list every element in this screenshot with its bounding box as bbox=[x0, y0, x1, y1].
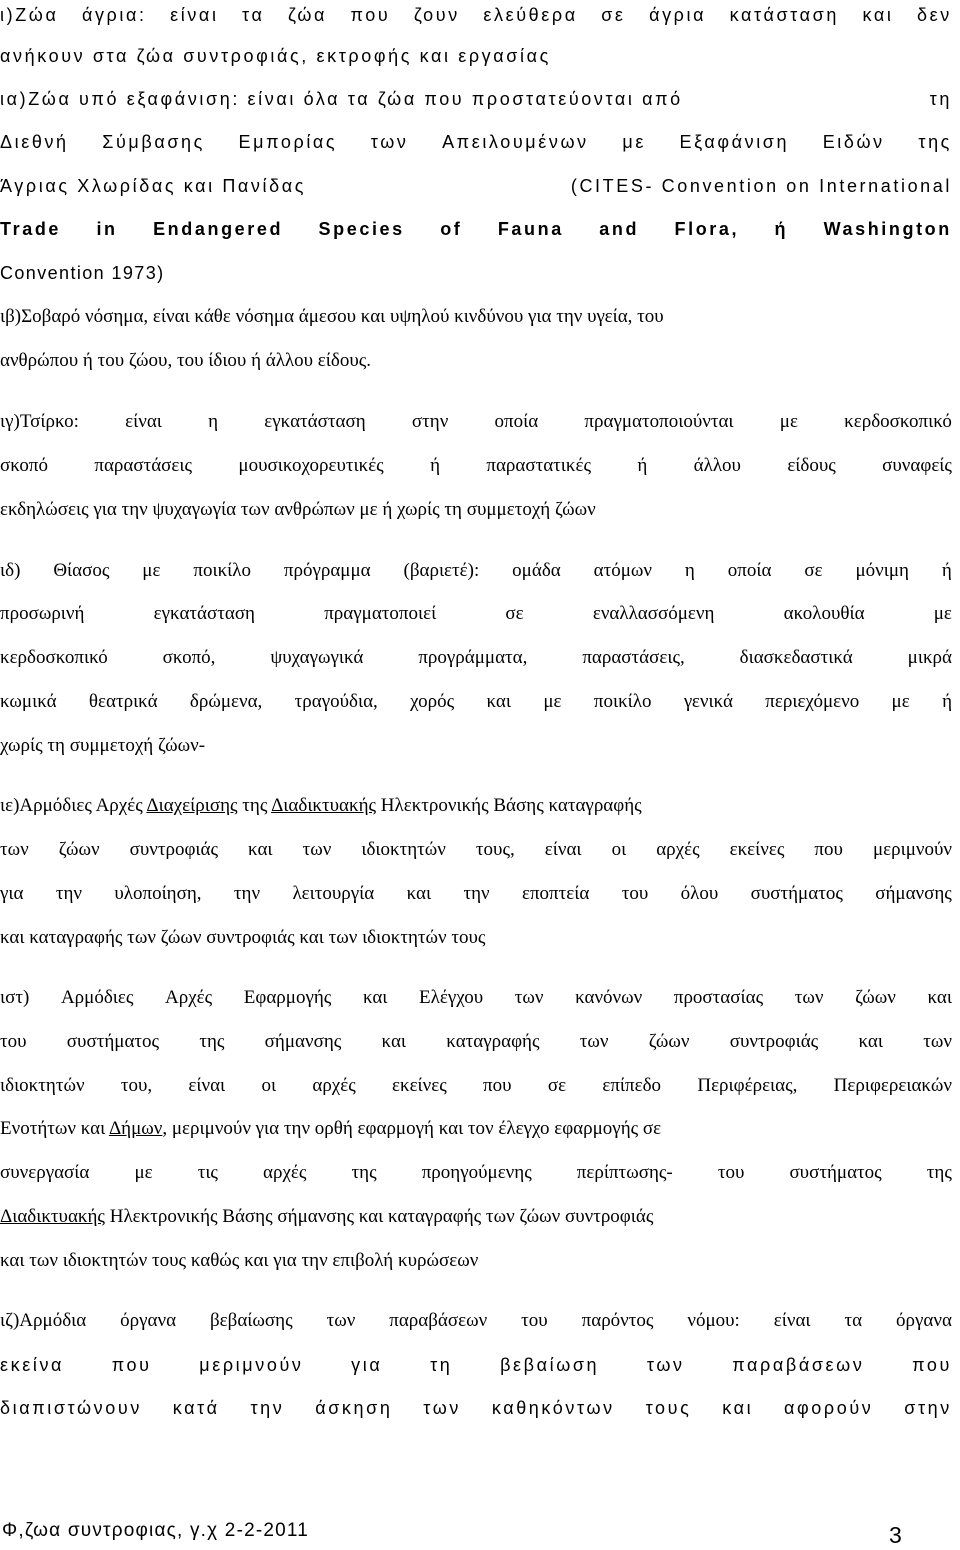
para-ist-line-3 bbox=[0, 1075, 952, 1097]
word: Θίασος bbox=[53, 560, 110, 581]
word: and bbox=[599, 219, 640, 239]
word: εκείνες bbox=[729, 839, 785, 860]
para-ie-line-4: και καταγραφής των ζώων συντροφιάς και των ιδιοκτητών τους bbox=[0, 927, 486, 948]
word: κανόνων bbox=[575, 987, 643, 1008]
word: βεβαίωση bbox=[500, 1355, 600, 1375]
word: μεριμνούν bbox=[872, 839, 952, 860]
word: τους bbox=[645, 1398, 692, 1418]
word: με bbox=[891, 691, 910, 712]
word: κερδοσκοπικό bbox=[0, 647, 108, 668]
word: και bbox=[248, 839, 273, 860]
word: και bbox=[927, 987, 952, 1008]
word: πραγματοποιούνται bbox=[584, 411, 734, 432]
word: προηγούμενης bbox=[421, 1162, 532, 1183]
word: που bbox=[814, 839, 843, 860]
para-ig-line-2 bbox=[0, 455, 952, 477]
word: με bbox=[933, 603, 952, 624]
para-id-line-2 bbox=[0, 603, 952, 625]
word: είναι bbox=[125, 411, 162, 432]
word: ψυχαγωγικά bbox=[270, 647, 364, 668]
para-ie-underlined-management: Διαχείρισης bbox=[146, 795, 238, 816]
word: αρχές bbox=[656, 839, 700, 860]
word: αρχές bbox=[312, 1075, 356, 1096]
para-ia-line-1 bbox=[0, 88, 952, 110]
word: επίπεδο bbox=[602, 1075, 662, 1096]
word: Species bbox=[318, 219, 405, 239]
word: ι)Ζώα bbox=[0, 5, 59, 25]
word: Washington bbox=[823, 219, 952, 239]
para-ist-line-6 bbox=[0, 1206, 952, 1228]
para-ist-line-7: και των ιδιοκτητών τους καθώς και για την επιβολή κυρώσεων bbox=[0, 1250, 479, 1271]
word: ή bbox=[774, 219, 789, 239]
para-iz-line-3 bbox=[0, 1397, 952, 1419]
word: τις bbox=[197, 1162, 218, 1183]
word: παραβάσεων bbox=[389, 1310, 488, 1331]
word: παραστάσεις, bbox=[582, 647, 685, 668]
word: καθηκόντων bbox=[491, 1398, 615, 1418]
word: αρχές bbox=[263, 1162, 307, 1183]
word: (βαριετέ): bbox=[403, 560, 480, 581]
word: ατόμων bbox=[593, 560, 653, 581]
para-ie-underlined-internet: Διαδικτυακής bbox=[271, 795, 377, 816]
word: άγρια bbox=[649, 5, 707, 25]
word: θεατρικά bbox=[88, 691, 158, 712]
word: ιδ) bbox=[0, 560, 21, 581]
word: άγρια: bbox=[81, 5, 147, 25]
word: ελεύθερα bbox=[483, 5, 578, 25]
word: εκείνες bbox=[392, 1075, 447, 1096]
word: και bbox=[381, 1031, 407, 1052]
para-ia-line-4 bbox=[0, 218, 952, 240]
word: και bbox=[362, 987, 388, 1008]
word: of bbox=[440, 219, 463, 239]
word: είναι bbox=[170, 5, 219, 25]
word: κερδοσκοπικό bbox=[844, 411, 952, 432]
word: γενικά bbox=[683, 691, 733, 712]
word: των bbox=[423, 1398, 461, 1418]
word: ιζ)Αρμόδια bbox=[0, 1310, 87, 1331]
footer-document-reference: Φ,ζωα συντροφιας, γ.χ 2-2-2011 bbox=[2, 1520, 310, 1541]
word: και bbox=[406, 883, 432, 904]
word: ή bbox=[941, 560, 952, 581]
para-ie-line-1-mid: της bbox=[237, 795, 272, 816]
word: εποπτεία bbox=[521, 883, 590, 904]
word: σε bbox=[804, 560, 823, 581]
para-id-line-5: χωρίς τη συμμετοχή ζώων- bbox=[0, 735, 206, 756]
word: ποικίλο bbox=[193, 560, 251, 581]
word: ή bbox=[637, 455, 648, 476]
word: όλου bbox=[680, 883, 719, 904]
word: υλοποίηση, bbox=[114, 883, 202, 904]
para-ie-line-1 bbox=[0, 795, 952, 817]
word: ομάδα bbox=[512, 560, 561, 581]
word: του, bbox=[120, 1075, 153, 1096]
word: του bbox=[521, 1310, 548, 1331]
word: Εξαφάνιση bbox=[679, 132, 790, 152]
para-ig-line-1 bbox=[0, 411, 952, 433]
para-iz-line-2 bbox=[0, 1354, 952, 1376]
word: τα bbox=[844, 1310, 863, 1331]
word: περιεχόμενο bbox=[765, 691, 860, 712]
word: του bbox=[621, 883, 649, 904]
word: Εφαρμογής bbox=[243, 987, 332, 1008]
word: προγράμματα, bbox=[418, 647, 528, 668]
word: συντροφιάς bbox=[729, 1031, 819, 1052]
word: παραβάσεων bbox=[732, 1355, 865, 1375]
word: άσκηση bbox=[315, 1398, 393, 1418]
para-ib-line-1: ιβ)Σοβαρό νόσημα, είναι κάθε νόσημα άμεσου και υψηλού κινδύνου για την υγεία, του bbox=[0, 306, 664, 327]
para-ie-line-1-post: Ηλεκτρονικής Βάσης καταγραφής bbox=[376, 795, 642, 816]
word: Fauna bbox=[497, 219, 564, 239]
word: Περιφερειακών bbox=[833, 1075, 952, 1096]
word: μικρά bbox=[907, 647, 952, 668]
word: οποία bbox=[494, 411, 539, 432]
word: οι bbox=[261, 1075, 277, 1096]
word: τη bbox=[430, 1355, 453, 1375]
word: δρώμενα, bbox=[189, 691, 263, 712]
para-iz-line-1 bbox=[0, 1310, 952, 1332]
word: είναι bbox=[188, 1075, 226, 1096]
word: που bbox=[111, 1355, 152, 1375]
word: του bbox=[717, 1162, 745, 1183]
word: ιδιοκτητών bbox=[0, 1075, 85, 1096]
word: ή bbox=[430, 455, 440, 476]
word: για bbox=[0, 883, 24, 904]
para-ib-line-2: ανθρώπου ή του ζώου, του ίδιου ή άλλου είδους. bbox=[0, 350, 372, 371]
word: για bbox=[351, 1355, 383, 1375]
para-ist-line-4-post: , μεριμνούν για την ορθή εφαρμογή και τον έλεγχο εφαρμογής σε bbox=[162, 1118, 662, 1139]
word: και bbox=[722, 1398, 754, 1418]
word: παραστάσεις bbox=[94, 455, 193, 476]
word: αφορούν bbox=[784, 1398, 874, 1418]
word: σκοπό, bbox=[162, 647, 216, 668]
para-id-line-3 bbox=[0, 647, 952, 669]
para-ia-line-2 bbox=[0, 131, 952, 153]
word: κατάσταση bbox=[729, 5, 839, 25]
word: ιδιοκτητών bbox=[361, 839, 446, 860]
para-i-line-1 bbox=[0, 4, 952, 26]
para-ia-line-1-end: τη bbox=[929, 89, 952, 109]
word: ή bbox=[942, 691, 952, 712]
word: και bbox=[858, 1031, 883, 1052]
word: που bbox=[483, 1075, 512, 1096]
word: δεν bbox=[916, 5, 952, 25]
word: προσωρινή bbox=[0, 603, 85, 624]
word: της bbox=[351, 1162, 377, 1183]
word: Αρχές bbox=[165, 987, 213, 1008]
para-id-line-4 bbox=[0, 691, 952, 713]
word: είναι bbox=[773, 1310, 811, 1331]
word: όργανα bbox=[120, 1310, 177, 1331]
page-number: 3 bbox=[889, 1522, 902, 1548]
word: μεριμνούν bbox=[199, 1355, 304, 1375]
word: των bbox=[579, 1031, 609, 1052]
word: Flora, bbox=[674, 219, 740, 239]
word: όργανα bbox=[896, 1310, 952, 1331]
word: πραγματοποιεί bbox=[324, 603, 437, 624]
word: την bbox=[233, 883, 261, 904]
word: των bbox=[923, 1031, 952, 1052]
word: οι bbox=[611, 839, 627, 860]
word: Ελέγχου bbox=[419, 987, 484, 1008]
para-ist-line-4-pre: Ενοτήτων και bbox=[0, 1118, 109, 1139]
word: περίπτωσης- bbox=[576, 1162, 673, 1183]
word: σκοπό bbox=[0, 455, 48, 476]
para-ia-line-5: Convention 1973) bbox=[0, 263, 165, 283]
word: σε bbox=[505, 603, 524, 624]
word: μόνιμη bbox=[855, 560, 909, 581]
word: ζώων bbox=[855, 987, 896, 1008]
word: η bbox=[208, 411, 219, 432]
word: παρόντος bbox=[581, 1310, 654, 1331]
word: είδους bbox=[787, 455, 836, 476]
word: με bbox=[622, 132, 646, 152]
word: συναφείς bbox=[882, 455, 952, 476]
word: νόμου: bbox=[687, 1310, 740, 1331]
word: την bbox=[55, 883, 82, 904]
para-ist-underlined-internet: Διαδικτυακής bbox=[0, 1206, 105, 1227]
word: ζώων bbox=[58, 839, 100, 860]
word: πρόγραμμα bbox=[283, 560, 371, 581]
word: την bbox=[250, 1398, 285, 1418]
word: η bbox=[684, 560, 695, 581]
word: ακολουθία bbox=[783, 603, 865, 624]
word: με bbox=[543, 691, 562, 712]
word: μουσικοχορευτικές bbox=[238, 455, 384, 476]
word: των bbox=[794, 987, 824, 1008]
word: in bbox=[96, 219, 118, 239]
word: ποικίλο bbox=[593, 691, 652, 712]
para-id-line-1 bbox=[0, 560, 952, 582]
para-ie-line-1-pre: ιε)Αρμόδιες Αρχές bbox=[0, 795, 147, 816]
word: των bbox=[0, 839, 29, 860]
word: σήμανσης bbox=[875, 883, 952, 904]
word: στην bbox=[904, 1398, 952, 1418]
word: προστασίας bbox=[673, 987, 764, 1008]
word: και bbox=[862, 5, 894, 25]
word: σε bbox=[601, 5, 626, 25]
word: εγκατάσταση bbox=[264, 411, 366, 432]
word: Αρμόδιες bbox=[60, 987, 134, 1008]
word: βεβαίωσης bbox=[210, 1310, 293, 1331]
word: που bbox=[350, 5, 391, 25]
word: κωμικά bbox=[0, 691, 57, 712]
para-ist-line-4 bbox=[0, 1118, 952, 1140]
word: σε bbox=[547, 1075, 567, 1096]
word: χορός bbox=[410, 691, 455, 712]
word: συντροφιάς bbox=[129, 839, 219, 860]
word: της bbox=[926, 1162, 952, 1183]
word: διασκεδαστικά bbox=[739, 647, 853, 668]
para-ist-line-2 bbox=[0, 1031, 952, 1053]
word: συνεργασία bbox=[0, 1162, 90, 1183]
word: στην bbox=[411, 411, 449, 432]
word: των bbox=[514, 987, 544, 1008]
word: Περιφέρειας, bbox=[697, 1075, 798, 1096]
para-ia-line-3 bbox=[0, 175, 952, 197]
word: με bbox=[779, 411, 798, 432]
word: ζώα bbox=[288, 5, 328, 25]
word: ιστ) bbox=[0, 987, 30, 1008]
word: τους, bbox=[475, 839, 515, 860]
word: της bbox=[199, 1031, 225, 1052]
word: την bbox=[463, 883, 490, 904]
word: συστήματος bbox=[789, 1162, 882, 1183]
word: που bbox=[912, 1355, 952, 1375]
word: του bbox=[0, 1031, 27, 1052]
word: των bbox=[370, 132, 409, 152]
word: ιγ)Τσίρκο: bbox=[0, 411, 79, 432]
word: Ειδών bbox=[822, 132, 885, 152]
word: Απειλουμένων bbox=[442, 132, 589, 152]
word: κατά bbox=[172, 1398, 220, 1418]
word: με bbox=[142, 560, 161, 581]
word: ζουν bbox=[413, 5, 460, 25]
para-ie-line-3 bbox=[0, 883, 952, 905]
word: τραγούδια, bbox=[294, 691, 378, 712]
word: Σύμβασης bbox=[102, 132, 205, 152]
word: εναλλασσόμενη bbox=[592, 603, 715, 624]
word: άλλου bbox=[693, 455, 741, 476]
word: εκείνα bbox=[0, 1355, 65, 1375]
word: των bbox=[326, 1310, 356, 1331]
word: Trade bbox=[0, 219, 62, 239]
para-ist-line-6-post: Ηλεκτρονικής Βάσης σήμανσης και καταγραφής των ζώων συντροφιάς bbox=[104, 1206, 654, 1227]
word: εγκατάσταση bbox=[153, 603, 255, 624]
word: είναι bbox=[544, 839, 582, 860]
word: Εμπορίας bbox=[238, 132, 338, 152]
para-i-line-2: ανήκουν στα ζώα συντροφιάς, εκτροφής και εργασίας bbox=[0, 46, 551, 66]
para-ia-line-3-right: (CITES- Convention on International bbox=[570, 176, 952, 196]
word: και bbox=[486, 691, 511, 712]
word: των bbox=[646, 1355, 685, 1375]
para-ist-line-5 bbox=[0, 1162, 952, 1184]
word: Endangered bbox=[153, 219, 284, 239]
word: των bbox=[302, 839, 332, 860]
word: συστήματος bbox=[750, 883, 843, 904]
para-ig-line-3: εκδηλώσεις για την ψυχαγωγία των ανθρώπων με ή χωρίς τη συμμετοχή ζώων bbox=[0, 499, 596, 520]
word: διαπιστώνουν bbox=[0, 1398, 142, 1418]
para-ia-line-1-main: ια)Ζώα υπό εξαφάνιση: είναι όλα τα ζώα που προστατεύονται από bbox=[0, 89, 683, 109]
word: της bbox=[918, 132, 952, 152]
word: ζώων bbox=[648, 1031, 690, 1052]
word: παραστατικές bbox=[486, 455, 591, 476]
para-ia-line-3-left: Άγριας Χλωρίδας και Πανίδας bbox=[0, 176, 307, 196]
para-ie-line-2 bbox=[0, 839, 952, 861]
word: τα bbox=[242, 5, 265, 25]
word: Διεθνή bbox=[0, 132, 69, 152]
word: σήμανσης bbox=[264, 1031, 342, 1052]
word: με bbox=[134, 1162, 153, 1183]
para-ist-underlined-municipalities: Δήμων bbox=[108, 1118, 163, 1139]
word: λειτουργία bbox=[292, 883, 375, 904]
word: οποία bbox=[727, 560, 772, 581]
word: συστήματος bbox=[66, 1031, 160, 1052]
word: καταγραφής bbox=[446, 1031, 540, 1052]
para-ist-line-1 bbox=[0, 987, 952, 1009]
